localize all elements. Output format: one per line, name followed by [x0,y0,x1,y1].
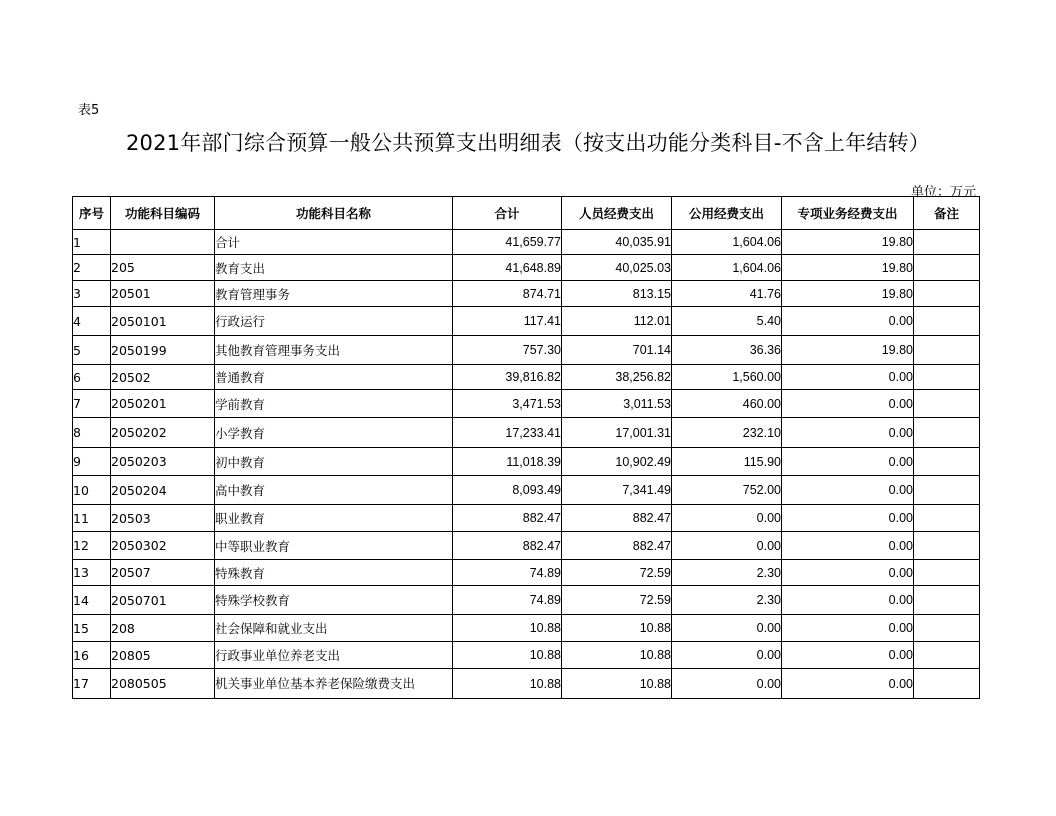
table-row [73,336,980,365]
row-note-cell [914,586,980,615]
row-note-cell [914,418,980,448]
row-total-cell: 3,471.53 [453,390,562,418]
row-name-cell: 其他教育管理事务支出 [215,336,453,365]
header-total: 合计 [453,197,562,230]
row-personnel-cell: 10.88 [562,615,672,642]
row-code-cell: 20503 [111,505,215,532]
row-special-cell: 0.00 [782,642,914,669]
table-row [73,365,980,390]
row-public-cell: 2.30 [672,586,782,615]
header-personnel: 人员经费支出 [562,197,672,230]
header-name: 功能科目名称 [215,197,453,230]
row-personnel-cell: 813.15 [562,281,672,307]
row-total-cell: 74.89 [453,560,562,586]
row-personnel-cell: 72.59 [562,560,672,586]
table-row [73,230,980,255]
row-special-cell: 19.80 [782,281,914,307]
row-code-cell: 20507 [111,560,215,586]
row-public-cell: 0.00 [672,615,782,642]
row-note-cell [914,390,980,418]
header-seq: 序号 [73,197,111,230]
row-code-cell [111,230,215,255]
row-code-cell: 2050202 [111,418,215,448]
table-row [73,560,980,586]
row-note-cell [914,505,980,532]
page-title: 2021年部门综合预算一般公共预算支出明细表（按支出功能分类科目-不含上年结转） [125,131,931,155]
row-public-cell: 36.36 [672,336,782,365]
row-seq-cell: 16 [73,642,111,669]
row-personnel-cell: 17,001.31 [562,418,672,448]
row-personnel-cell: 3,011.53 [562,390,672,418]
table-header-row [73,197,980,230]
row-seq-cell: 9 [73,448,111,476]
row-note-cell [914,448,980,476]
row-public-cell: 1,604.06 [672,230,782,255]
row-seq-cell: 14 [73,586,111,615]
row-seq-cell: 7 [73,390,111,418]
row-special-cell: 19.80 [782,336,914,365]
row-total-cell: 41,659.77 [453,230,562,255]
row-name-cell: 职业教育 [215,505,453,532]
row-personnel-cell: 701.14 [562,336,672,365]
row-public-cell: 2.30 [672,560,782,586]
table-row [73,281,980,307]
table-row [73,586,980,615]
row-note-cell [914,669,980,699]
row-code-cell: 2080505 [111,669,215,699]
row-code-cell: 205 [111,255,215,281]
row-code-cell: 2050201 [111,390,215,418]
row-name-cell: 教育支出 [215,255,453,281]
row-name-cell: 学前教育 [215,390,453,418]
header-code: 功能科目编码 [111,197,215,230]
table-row [73,615,980,642]
row-name-cell: 行政运行 [215,307,453,336]
row-code-cell: 2050101 [111,307,215,336]
table-row [73,532,980,560]
row-seq-cell: 2 [73,255,111,281]
row-name-cell: 合计 [215,230,453,255]
row-note-cell [914,615,980,642]
table-row [73,476,980,505]
row-seq-cell: 12 [73,532,111,560]
row-public-cell: 1,604.06 [672,255,782,281]
row-seq-cell: 1 [73,230,111,255]
row-special-cell: 0.00 [782,476,914,505]
row-total-cell: 10.88 [453,669,562,699]
row-seq-cell: 15 [73,615,111,642]
row-code-cell: 20805 [111,642,215,669]
table-row [73,448,980,476]
row-public-cell: 0.00 [672,642,782,669]
row-personnel-cell: 7,341.49 [562,476,672,505]
row-total-cell: 39,816.82 [453,365,562,390]
row-code-cell: 2050203 [111,448,215,476]
table-row [73,390,980,418]
table-row [73,669,980,699]
row-personnel-cell: 38,256.82 [562,365,672,390]
row-special-cell: 0.00 [782,615,914,642]
budget-table [72,196,980,699]
row-public-cell: 1,560.00 [672,365,782,390]
row-personnel-cell: 10,902.49 [562,448,672,476]
row-seq-cell: 8 [73,418,111,448]
row-special-cell: 0.00 [782,307,914,336]
row-public-cell: 460.00 [672,390,782,418]
row-note-cell [914,560,980,586]
row-public-cell: 41.76 [672,281,782,307]
row-note-cell [914,255,980,281]
table-row [73,255,980,281]
table-row [73,642,980,669]
row-seq-cell: 3 [73,281,111,307]
row-personnel-cell: 10.88 [562,642,672,669]
row-special-cell: 0.00 [782,560,914,586]
row-name-cell: 教育管理事务 [215,281,453,307]
row-name-cell: 特殊学校教育 [215,586,453,615]
row-special-cell: 0.00 [782,390,914,418]
row-seq-cell: 11 [73,505,111,532]
row-special-cell: 0.00 [782,505,914,532]
row-special-cell: 0.00 [782,365,914,390]
row-seq-cell: 6 [73,365,111,390]
row-total-cell: 10.88 [453,642,562,669]
table-number-label: 表5 [78,103,100,118]
row-note-cell [914,365,980,390]
row-seq-cell: 17 [73,669,111,699]
row-name-cell: 机关事业单位基本养老保险缴费支出 [215,669,453,699]
header-note: 备注 [914,197,980,230]
row-seq-cell: 10 [73,476,111,505]
row-note-cell [914,336,980,365]
unit-label: 单位：万元 [910,185,976,200]
row-code-cell: 20502 [111,365,215,390]
row-special-cell: 0.00 [782,448,914,476]
row-total-cell: 74.89 [453,586,562,615]
row-code-cell: 2050701 [111,586,215,615]
row-personnel-cell: 112.01 [562,307,672,336]
row-code-cell: 2050204 [111,476,215,505]
row-public-cell: 0.00 [672,669,782,699]
row-seq-cell: 13 [73,560,111,586]
row-name-cell: 社会保障和就业支出 [215,615,453,642]
row-name-cell: 高中教育 [215,476,453,505]
row-public-cell: 115.90 [672,448,782,476]
row-total-cell: 757.30 [453,336,562,365]
row-note-cell [914,532,980,560]
row-note-cell [914,281,980,307]
row-name-cell: 行政事业单位养老支出 [215,642,453,669]
row-name-cell: 小学教育 [215,418,453,448]
row-note-cell [914,642,980,669]
row-total-cell: 11,018.39 [453,448,562,476]
row-personnel-cell: 882.47 [562,532,672,560]
row-special-cell: 19.80 [782,230,914,255]
row-name-cell: 初中教育 [215,448,453,476]
table-row [73,307,980,336]
row-total-cell: 882.47 [453,532,562,560]
row-personnel-cell: 10.88 [562,669,672,699]
row-code-cell: 2050199 [111,336,215,365]
table-row [73,505,980,532]
row-total-cell: 10.88 [453,615,562,642]
row-name-cell: 特殊教育 [215,560,453,586]
row-total-cell: 117.41 [453,307,562,336]
header-special: 专项业务经费支出 [782,197,914,230]
row-total-cell: 41,648.89 [453,255,562,281]
row-special-cell: 0.00 [782,532,914,560]
row-code-cell: 208 [111,615,215,642]
row-name-cell: 中等职业教育 [215,532,453,560]
row-public-cell: 5.40 [672,307,782,336]
row-total-cell: 874.71 [453,281,562,307]
row-personnel-cell: 72.59 [562,586,672,615]
row-public-cell: 0.00 [672,532,782,560]
row-code-cell: 20501 [111,281,215,307]
row-note-cell [914,476,980,505]
row-special-cell: 0.00 [782,669,914,699]
row-public-cell: 752.00 [672,476,782,505]
row-note-cell [914,230,980,255]
row-code-cell: 2050302 [111,532,215,560]
row-seq-cell: 4 [73,307,111,336]
row-special-cell: 0.00 [782,418,914,448]
row-public-cell: 232.10 [672,418,782,448]
row-public-cell: 0.00 [672,505,782,532]
row-total-cell: 8,093.49 [453,476,562,505]
row-seq-cell: 5 [73,336,111,365]
table-body [73,230,980,699]
table-row [73,418,980,448]
row-name-cell: 普通教育 [215,365,453,390]
row-special-cell: 19.80 [782,255,914,281]
row-personnel-cell: 40,025.03 [562,255,672,281]
header-public: 公用经费支出 [672,197,782,230]
row-personnel-cell: 40,035.91 [562,230,672,255]
row-personnel-cell: 882.47 [562,505,672,532]
row-special-cell: 0.00 [782,586,914,615]
row-total-cell: 17,233.41 [453,418,562,448]
row-total-cell: 882.47 [453,505,562,532]
row-note-cell [914,307,980,336]
